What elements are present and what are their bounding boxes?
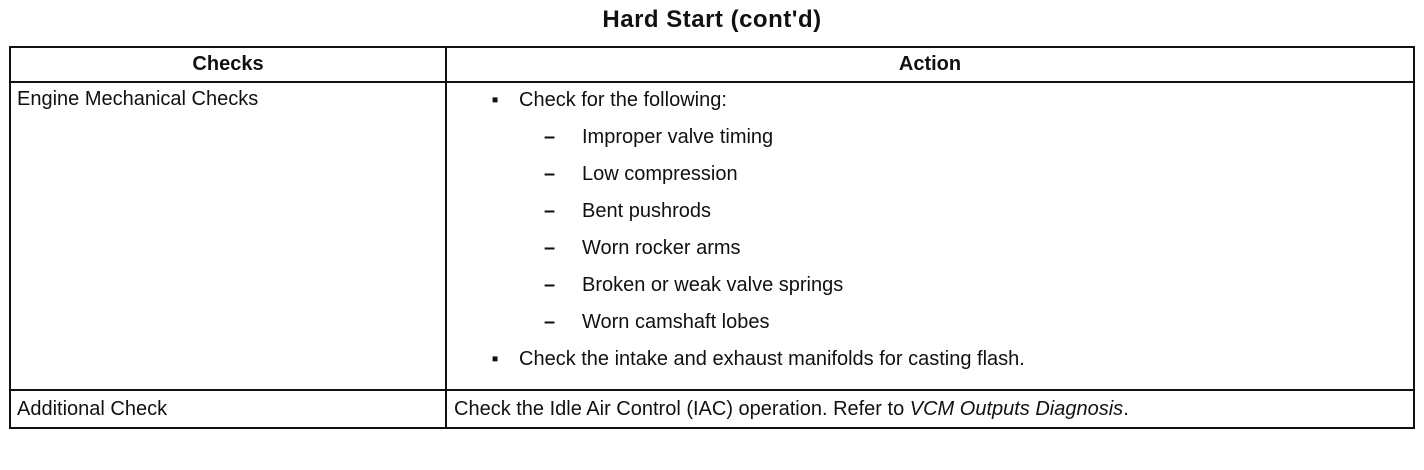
reference-link[interactable]: VCM Outputs Diagnosis [909,397,1124,420]
sub-item-text: Low compression [582,163,738,185]
sub-list-item [544,233,741,263]
bullet-icon: ▪ [491,348,499,370]
check-cell-engine-mechanical: Engine Mechanical Checks [10,82,446,390]
bullet-icon: ▪ [491,89,499,111]
dash-icon: – [544,274,556,296]
sub-list-item [544,122,773,152]
table-row-additional-check [10,390,1414,428]
bullet-text: Check the intake and exhaust manifolds for casting flash. [519,348,1025,370]
action-text: Check the Idle Air Control (IAC) operation. Refer to [454,397,910,420]
dash-icon: – [544,311,556,333]
page-title: Hard Start (cont'd) [602,6,822,33]
column-header-checks: Checks [10,47,446,82]
sub-item-text: Improper valve timing [582,126,774,148]
action-suffix: . [1123,397,1129,420]
additional-action-text [448,398,1412,421]
action-cell-additional [446,390,1414,428]
column-header-action: Action [446,47,1414,82]
dash-icon: – [544,126,556,148]
check-cell-additional: Additional Check [10,390,446,428]
action-list [447,83,1413,389]
table-row-engine-mechanical [10,82,1414,390]
diagnostic-table [9,46,1415,429]
sub-list-item [544,159,738,189]
sub-list-item [544,196,711,226]
sub-item-text: Worn camshaft lobes [582,311,770,333]
sub-item-text: Bent pushrods [582,200,711,222]
action-cell-engine-mechanical [446,82,1414,390]
bullet-text: Check for the following: [519,89,727,111]
table-header-row [10,47,1414,82]
dash-icon: – [544,200,556,222]
sub-item-text: Worn rocker arms [582,237,741,259]
dash-icon: – [544,163,556,185]
dash-icon: – [544,237,556,259]
sub-list-item [544,270,843,300]
sub-list-item [544,307,770,337]
sub-item-text: Broken or weak valve springs [582,274,844,296]
